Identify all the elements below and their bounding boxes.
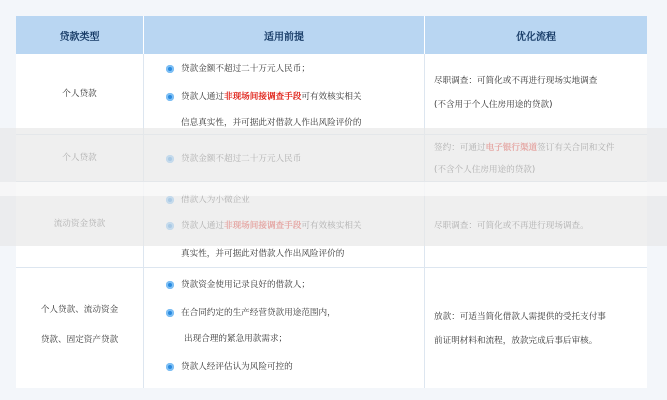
row4-process-line1: 放款：可适当简化借款人需提供的受托支付事 — [434, 312, 606, 322]
row4-loan-type-line2: 贷款、固定资产贷款 — [40, 335, 119, 345]
row1-continuation: 信息真实性，并可据此对借款人作出风险评价的 — [181, 118, 362, 128]
row1-bullet-1: 贷款金额不超过二十万元人民币； — [166, 62, 310, 74]
row1-process-line1: 尽职调查：可简化或不再进行现场实地调查 — [434, 76, 598, 86]
bullet-icon — [166, 309, 174, 317]
row1-bullet-2: 贷款人通过 非现场间接调查手段 可有效核实相关 — [166, 90, 362, 102]
row4-bullet-1: 贷款资金使用记录良好的借款人； — [166, 278, 310, 290]
row1-loan-type: 个人贷款 — [62, 89, 97, 99]
header-preconditions: 适用前提 — [144, 16, 424, 54]
bullet-icon — [166, 363, 174, 371]
bullet-icon — [166, 93, 174, 101]
row4-bullet-2: 在合同约定的生产经营贷款用途范围内， — [166, 306, 336, 318]
row4-continuation: 出现合理的紧急用款需求； — [184, 334, 288, 344]
header-optimized-process: 优化流程 — [425, 16, 647, 54]
row4-process-line2: 前证明材料和流程，放款完成后事后审核。 — [434, 336, 598, 346]
header-loan-type: 贷款类型 — [16, 16, 143, 54]
overlay-band-highlight — [0, 182, 667, 196]
row4-bullet-3: 贷款人经评估认为风险可控的 — [166, 360, 293, 372]
bullet-icon — [166, 281, 174, 289]
bullet-icon — [166, 65, 174, 73]
row4-loan-type-line1: 个人贷款、流动资金 — [40, 305, 119, 315]
row-divider — [16, 267, 647, 268]
row3-continuation: 真实性，并可据此对借款人作出风险评价的 — [181, 249, 345, 259]
row1-process-line2: (不含用于个人住房用途的贷款) — [434, 100, 553, 110]
highlight-text: 非现场间接调查手段 — [223, 92, 302, 102]
